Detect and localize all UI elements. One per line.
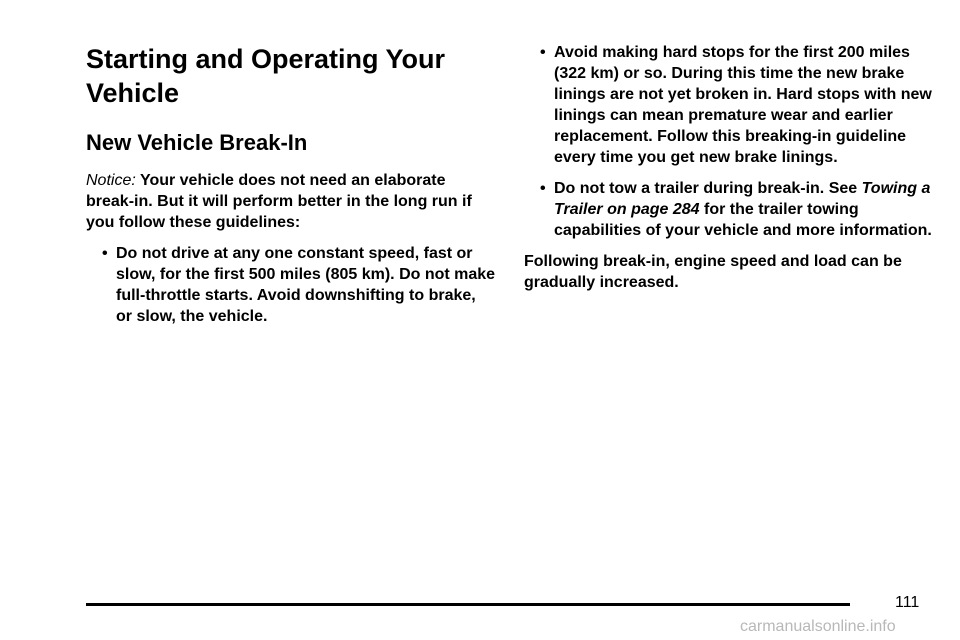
watermark: carmanualsonline.info [740,618,896,635]
list-item [524,42,934,168]
list-item-text: Do not drive at any one constant speed, fast or slow, for the first 500 miles (805 km). Do not make full-throttle starts. Avoid downshifting to brake, or slow, the vehicle. [116,245,496,325]
right-bullet-list [524,42,934,241]
footer-rule [86,603,850,606]
list-item-text-after: for the trailer towing capabilities of your vehicle and more information. [554,201,932,239]
bullet-glyph: • [102,245,108,262]
list-item-text-before: Do not tow a trailer during break-in. See [554,180,858,197]
notice-paragraph [86,170,496,233]
cross-reference-link[interactable]: Towing a Trailer on page 284 [554,180,931,218]
bullet-glyph: • [540,180,546,197]
list-item [524,178,934,241]
right-column [524,42,934,303]
chapter-title: Starting and Operating Your Vehicle [86,44,446,108]
closing-paragraph: Following break-in, engine speed and load can be gradually increased. [524,253,902,291]
notice-text: Your vehicle does not need an elaborate break-in. But it will perform better in the long run if you follow these guidelines: [86,172,472,231]
list-item [86,243,496,327]
left-column [86,42,496,337]
page-number: 111 [895,594,920,611]
bullet-glyph: • [540,44,546,61]
left-bullet-list [86,243,496,327]
list-item-text: Avoid making hard stops for the first 200 miles (322 km) or so. During this time the new brake linings are not yet broken in. Hard stops with new linings can mean premature wear and earlier replacement. Follow this breaking-in guideline every time you get new brake linings. [554,44,932,166]
notice-label: Notice: [86,172,136,189]
section-title: New Vehicle Break-In [86,130,308,155]
